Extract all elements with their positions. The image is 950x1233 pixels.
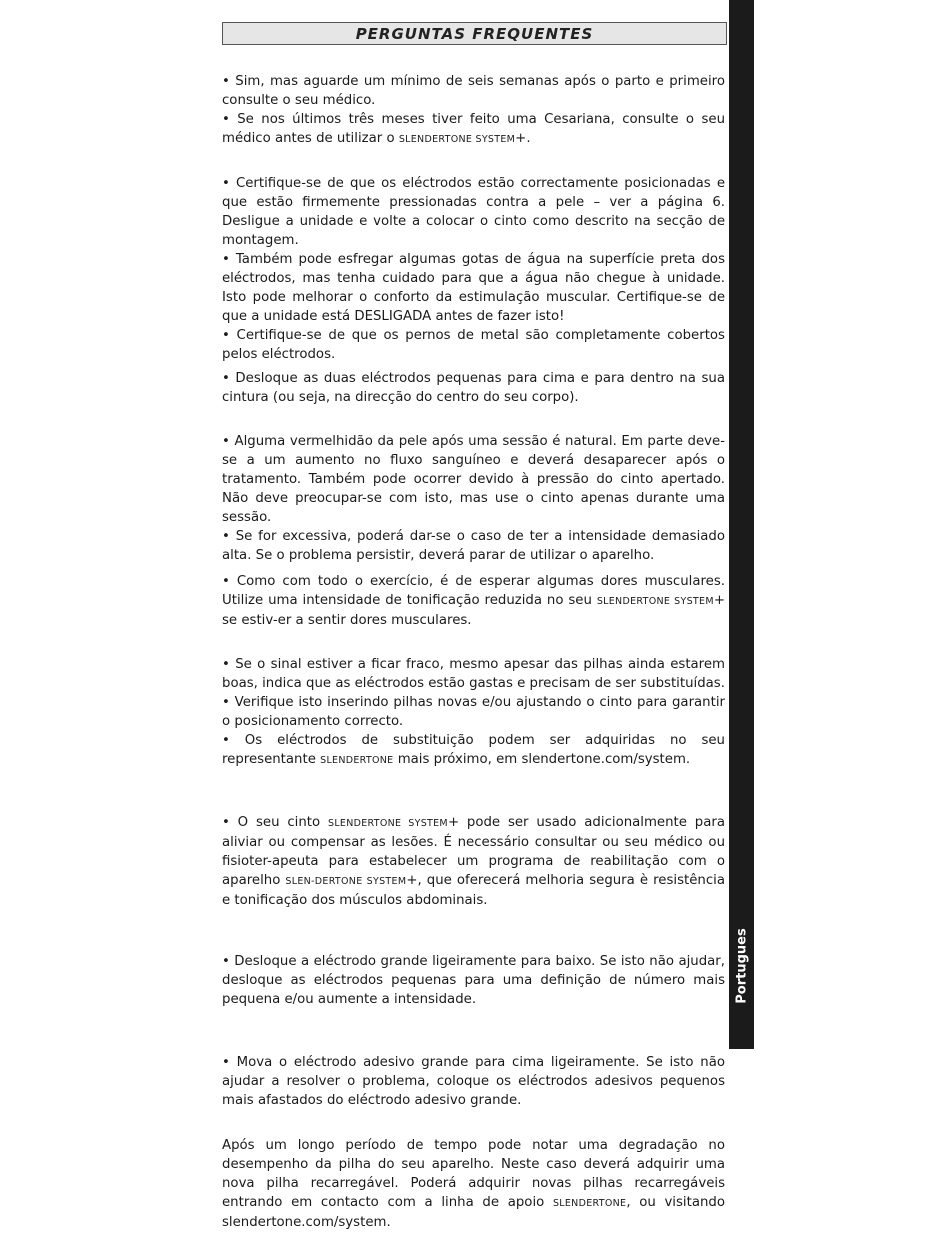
answer-block — [222, 432, 725, 565]
answer-block — [222, 813, 725, 910]
answer-paragraph: Após um longo período de tempo pode notar uma degradação no desempenho da pilha do seu aparelho. Neste caso deverá adquirir uma nova pilha recarregável. Poderá adquirir novas pilhas recarregáveis entrando em contacto com a linha de apoio SLENDERTONE, ou visitando slendertone.com/system. — [222, 1138, 725, 1230]
answer-block — [222, 655, 725, 770]
answer-paragraph: • Como com todo o exercício, é de esperar algumas dores musculares. Utilize uma intensidade de tonificação reduzida no seu SLENDERTONE SYSTEM+ se estiv-er a sentir dores musculares. — [222, 574, 725, 628]
brand-name: SLENDERTONE — [320, 755, 394, 766]
answer-paragraph: • Os eléctrodos de substituição podem ser adquiridas no seu representante SLENDERTONE mais próximo, em slendertone.com/system. — [222, 733, 725, 767]
answer-block — [222, 1053, 725, 1110]
answer-block — [222, 1136, 725, 1232]
answer-block — [222, 572, 725, 630]
answer-paragraph: • Desloque a eléctrodo grande ligeiramente para baixo. Se isto não ajudar, desloque as eléctrodos pequenas para uma definição de número mais pequena e/ou aumente a intensidade. — [222, 954, 725, 1007]
brand-name: SLENDERTONE — [552, 1198, 627, 1209]
answer-paragraph: • Também pode esfregar algumas gotas de água na superfície preta dos eléctrodos, mas tenha cuidado para que a água não chegue à unidade. Isto pode melhorar o conforto da estimulação muscular. Certifique-se de que a unidade está DESLIGADA antes de fazer isto! — [222, 252, 725, 324]
answer-block — [222, 72, 725, 149]
answer-block — [222, 952, 725, 1009]
answer-paragraph: • Certifique-se de que os eléctrodos estão correctamente posicionadas e que estão firmemente pressionadas contra a pele – ver a página 6. Desligue a unidade e volte a colocar o cinto como descrito na secção de montagem. — [222, 176, 725, 248]
answer-paragraph: • Certifique-se de que os pernos de metal são completamente cobertos pelos eléctrodos. — [222, 328, 725, 362]
language-side-tab — [729, 0, 754, 1049]
brand-name: SLENDERTONE SYSTEM — [327, 818, 448, 829]
answer-paragraph: • Se nos últimos três meses tiver feito uma Cesariana, consulte o seu médico antes de utilizar o SLENDERTONE SYSTEM+. — [222, 112, 725, 146]
brand-name: SLENDERTONE SYSTEM — [596, 596, 714, 607]
answer-paragraph: • Se o sinal estiver a ficar fraco, mesmo apesar das pilhas ainda estarem boas, indica que as eléctrodos estão gastas e precisam de ser substituídas. — [222, 657, 725, 691]
language-label: Portugues — [734, 928, 750, 1004]
answer-paragraph: • Se for excessiva, poderá dar-se o caso de ter a intensidade demasiado alta. Se o problema persistir, deverá parar de utilizar o aparelho. — [222, 529, 725, 563]
answer-block — [222, 174, 725, 364]
answer-paragraph: • Alguma vermelhidão da pele após uma sessão é natural. Em parte deve-se a um aumento no fluxo sanguíneo e deverá desaparecer após o tratamento. Também pode ocorrer devido à pressão do cinto apertado. Não deve preocupar-se com isto, mas use o cinto apenas durante uma sessão. — [222, 434, 725, 525]
answer-paragraph: • Desloque as duas eléctrodos pequenas para cima e para dentro na sua cintura (ou seja, na direcção do centro do seu corpo). — [222, 371, 725, 405]
brand-name: SLENDERTONE SYSTEM — [398, 134, 516, 145]
brand-name: SLEN-DERTONE SYSTEM — [285, 876, 407, 887]
answer-paragraph: • Verifique isto inserindo pilhas novas e/ou ajustando o cinto para garantir o posicionamento correcto. — [222, 695, 725, 729]
answer-paragraph: • O seu cinto SLENDERTONE SYSTEM+ pode ser usado adicionalmente para aliviar ou compensar as lesões. É necessário consultar ou seu médico ou fisioter-apeuta para estabelecer um programa de reabilitação com o aparelho SLEN-DERTONE SYSTEM+, que oferecerá melhoria segura è resistência e tonificação dos músculos abdominais. — [222, 815, 726, 908]
answer-block — [222, 369, 725, 407]
page-title: PERGUNTAS FREQUENTES — [222, 22, 727, 45]
answer-paragraph: • Mova o eléctrodo adesivo grande para cima ligeiramente. Se isto não ajudar a resolver o problema, coloque os eléctrodos adesivos pequenos mais afastados do eléctrodo adesivo grande. — [222, 1055, 725, 1108]
answer-paragraph: • Sim, mas aguarde um mínimo de seis semanas após o parto e primeiro consulte o seu médico. — [222, 74, 725, 108]
